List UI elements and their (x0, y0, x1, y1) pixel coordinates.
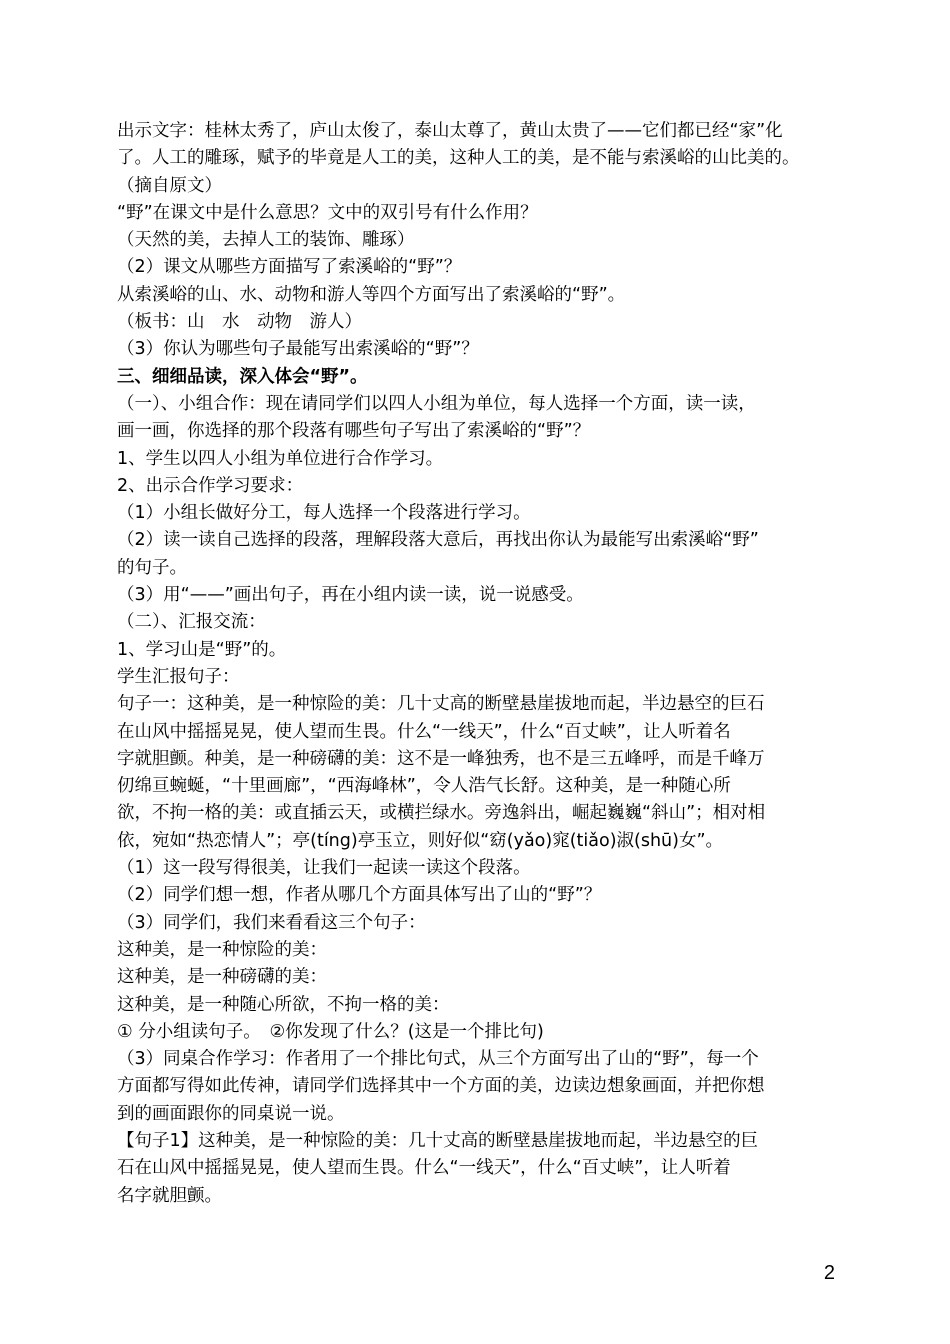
text-line: （3）同学们，我们来看看这三个句子： (117, 912, 426, 933)
text-line: 从索溪峪的山、水、动物和游人等四个方面写出了索溪峪的“野”。 (117, 284, 626, 305)
text-line: 在山风中摇摇晃晃，使人望而生畏。什么“一线天”，什么“百丈峡”，让人听着名 (117, 721, 731, 742)
text-line: “野”在课文中是什么意思？文中的双引号有什么作用？ (117, 202, 538, 223)
text-line: 画一画，你选择的那个段落有哪些句子写出了索溪峪的“野”？ (117, 421, 591, 442)
text-line: （3）你认为哪些句子最能写出索溪峪的“野”？ (117, 339, 479, 360)
text-line: 1、学生以四人小组为单位进行合作学习。 (117, 448, 444, 469)
text-line: 这种美，是一种磅礴的美： (117, 967, 327, 988)
text-line: （天然的美，去掉人工的装饰、雕琢） (117, 230, 415, 251)
text-line: （二）、汇报交流： (117, 612, 266, 633)
text-line: 这种美，是一种随心所欲，不拘一格的美： (117, 994, 450, 1015)
text-line: 【句子1】这种美，是一种惊险的美：几十丈高的断壁悬崖拔地而起，半边悬空的巨 (117, 1130, 759, 1151)
text-line: 欲，不拘一格的美：或直插云天，或横拦绿水。旁逸斜出，崛起巍巍“斜山”；相对相 (117, 803, 766, 824)
text-line: 到的画面跟你的同桌说一说。 (117, 1103, 345, 1124)
text-line: （一）、小组合作：现在请同学们以四人小组为单位，每人选择一个方面，读一读， (117, 393, 756, 414)
text-line: （2）同学们想一想，作者从哪几个方面具体写出了山的“野”？ (117, 885, 602, 906)
text-line: 仞绵亘蜿蜒，“十里画廊”，“西海峰林”，令人浩气长舒。这种美，是一种随心所 (117, 776, 731, 797)
text-line: （板书：山 水 动物 游人） (117, 312, 362, 333)
text-line: 名字就胆颤。 (117, 1185, 222, 1206)
page-number: 2 (823, 1262, 835, 1284)
text-line: 依，宛如“热恋情人”；亭(tíng)亭玉立，则好似“窈(yǎo)窕(tiǎo)淑(shū)女”。 (117, 830, 724, 851)
text-line: （2）课文从哪些方面描写了索溪峪的“野”？ (117, 257, 462, 278)
text-line: （摘自原文） (117, 175, 222, 196)
text-line: 方面都写得如此传神，请同学们选择其中一个方面的美，边读边想象画面，并把你想 (117, 1076, 765, 1097)
text-line: 句子一：这种美，是一种惊险的美：几十丈高的断壁悬崖拔地而起，半边悬空的巨石 (117, 694, 765, 715)
document-body (117, 118, 837, 1210)
text-line: （1）小组长做好分工，每人选择一个段落进行学习。 (117, 503, 531, 524)
text-line: ① 分小组读句子。 ②你发现了什么？(这是一个排比句) (117, 1021, 544, 1042)
text-line: 石在山风中摇摇晃晃，使人望而生畏。什么“一线天”，什么“百丈峡”，让人听着 (117, 1158, 731, 1179)
text-line: 出示文字：桂林太秀了，庐山太俊了，泰山太尊了，黄山太贵了——它们都已经“家”化 (117, 121, 783, 141)
text-line: 这种美，是一种惊险的美： (117, 939, 327, 960)
text-line: （3）用“——”画出句子，再在小组内读一读，说一说感受。 (117, 585, 584, 606)
section-heading: 三、细细品读，深入体会“野”。 (117, 366, 368, 387)
text-line: 的句子。 (117, 557, 187, 578)
text-line: 字就胆颤。种美，是一种磅礴的美：这不是一峰独秀，也不是三五峰呼，而是千峰万 (117, 748, 765, 769)
text-line: 1、学习山是“野”的。 (117, 639, 287, 660)
text-line: （3）同桌合作学习：作者用了一个排比句式，从三个方面写出了山的“野”，每一个 (117, 1049, 759, 1070)
text-line: （2）读一读自己选择的段落，理解段落大意后，再找出你认为最能写出索溪峪“野” (117, 530, 759, 551)
text-line: 2、出示合作学习要求： (117, 475, 304, 496)
text-line: 了。人工的雕琢，赋予的毕竟是人工的美，这种人工的美，是不能与索溪峪的山比美的。 (117, 148, 800, 169)
text-line: 学生汇报句子： (117, 666, 240, 687)
text-line: （1）这一段写得很美，让我们一起读一读这个段落。 (117, 858, 531, 879)
